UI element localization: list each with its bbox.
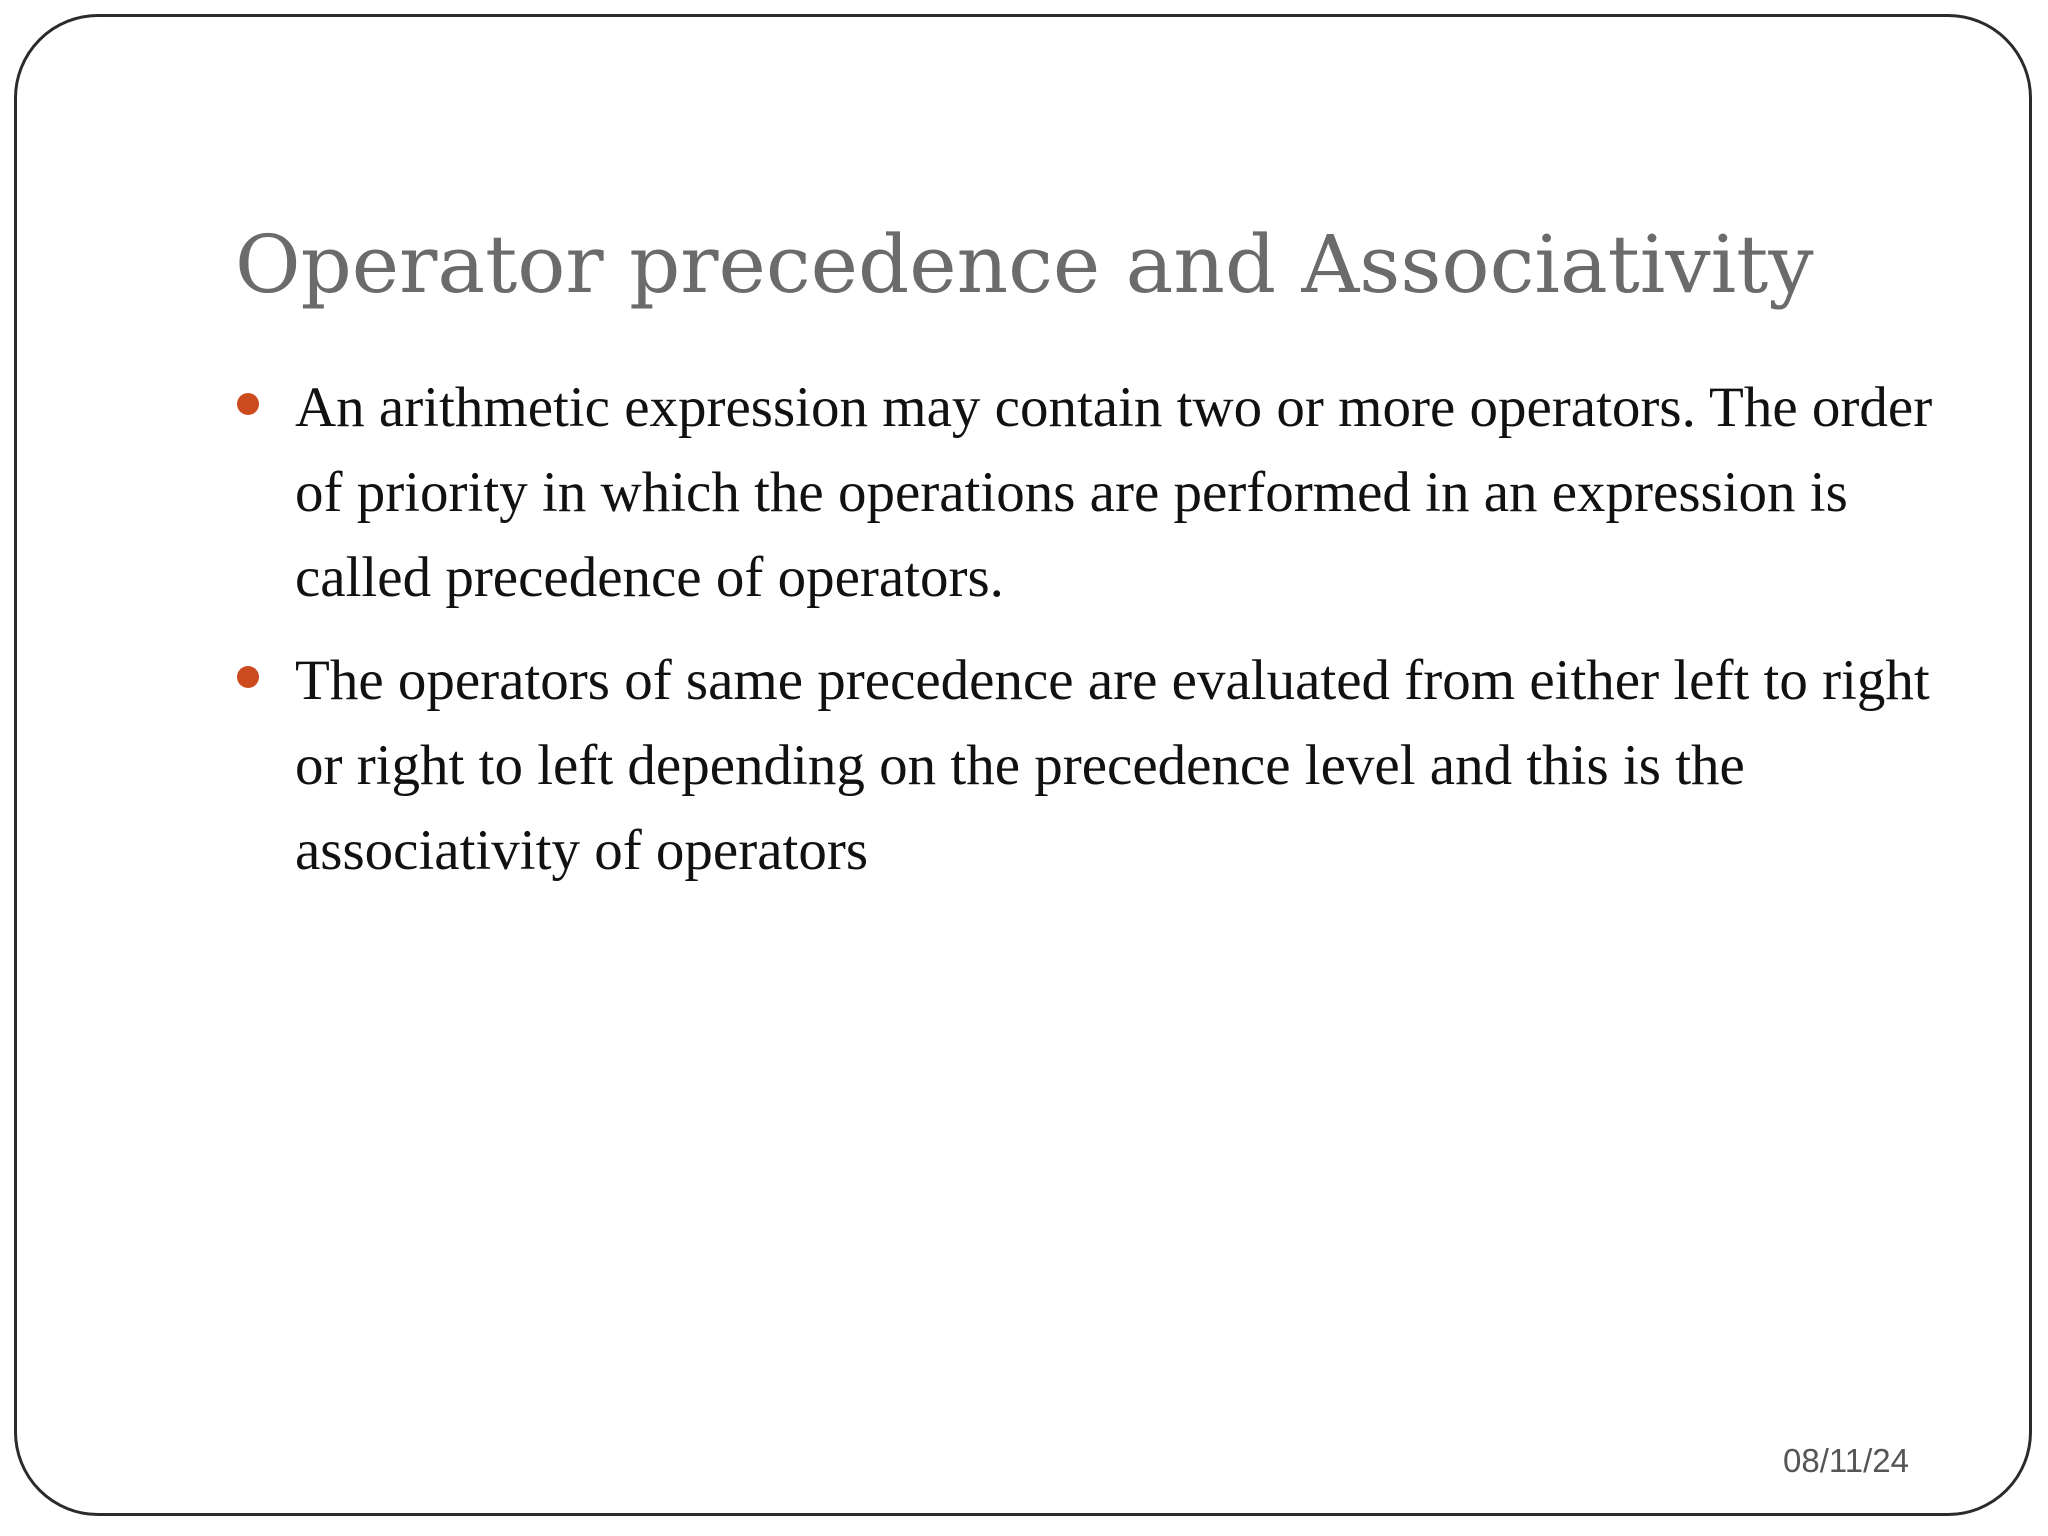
slide-title: Operator precedence and Associativity: [235, 218, 1814, 311]
bullet-item: [235, 365, 1947, 620]
bullet-item: [235, 638, 1947, 893]
bullet-dot-icon: [237, 666, 259, 688]
bullet-dot-icon: [237, 393, 259, 415]
slide-frame: [14, 14, 2032, 1516]
bullet-text: An arithmetic expression may contain two or more operators. The order of priority in which the operations are performed in an expression is called precedence of operators.: [295, 376, 1933, 609]
bullet-list: [235, 365, 1947, 911]
slide-date: 08/11/24: [1782, 1442, 1909, 1479]
bullet-text: The operators of same precedence are evaluated from either left to right or right to left depending on the precedence level and this is the associativity of operators: [295, 649, 1930, 882]
